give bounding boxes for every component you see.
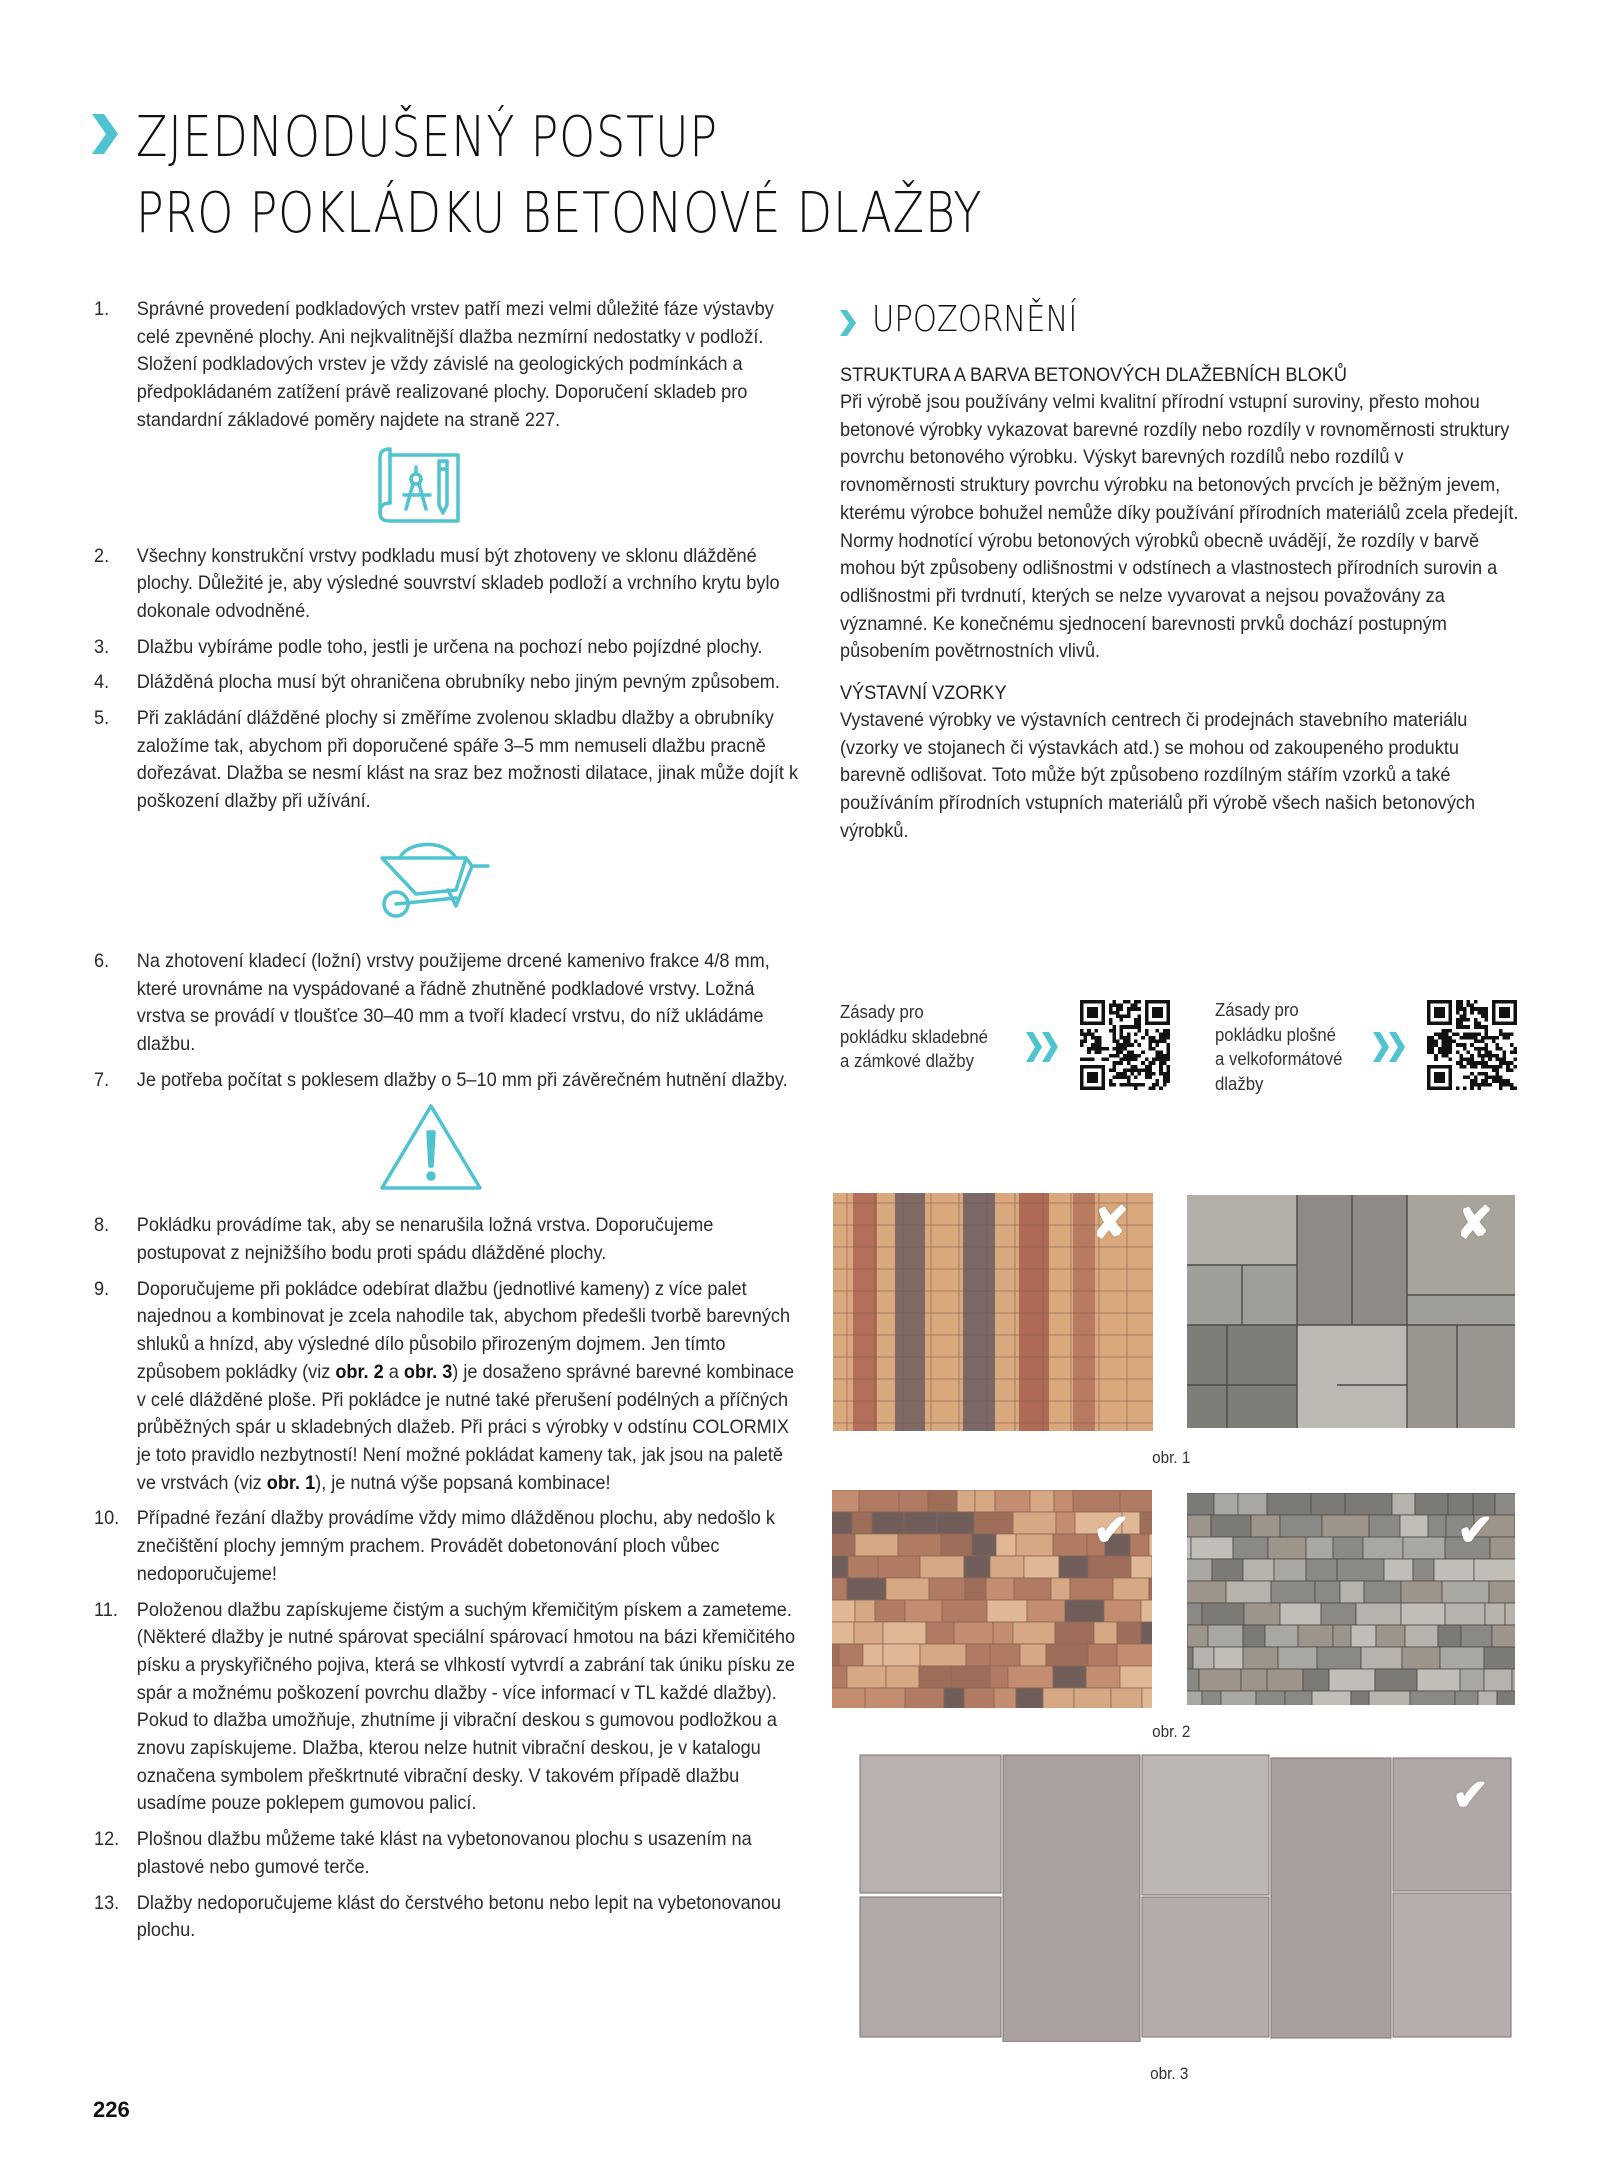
figure-reference: obr. 2 (335, 1360, 384, 1383)
step-item (94, 948, 801, 1059)
correct-mark-icon: ✔ (1452, 1771, 1489, 1820)
step-item (94, 705, 801, 816)
qr-text-line: Zásady pro (840, 1002, 924, 1022)
step-text: Doporučujeme při pokládce odebírat dlažbu (jednotlivé kameny) z více palet najednou a kombinovat je zcela nahodile tak, abychom předešli tvorbě barevných shluků a hnízd, aby výsledné dílo působilo přirozeným dojmem. Jen tímto způsobem pokládky (viz (136, 1277, 791, 1383)
step-item (94, 296, 801, 435)
title-line-2: PRO POKLÁDKU BETONOVÉ DLAŽBY (136, 181, 983, 246)
qr-text-line: pokládku plošné (1215, 1024, 1337, 1045)
qr-text-line: a zámkové dlažby (840, 1051, 974, 1071)
incorrect-mark-icon: ✘ (1092, 1199, 1129, 1248)
step-text: Dlažbu vybíráme podle toho, jestli je určena na pochozí nebo pojízdné plochy. (136, 635, 763, 658)
figure-caption: obr. 3 (1150, 2064, 1189, 2083)
correct-mark-icon: ✔ (1093, 1506, 1130, 1555)
step-text: a (383, 1360, 404, 1383)
step-text: Případné řezání dlažby provádíme vždy mimo dlážděnou plochu, aby nedošlo k znečištění plochy jemným prachem. Provádět dobetonování ploch vůbec nedoporučujeme! (136, 1507, 775, 1585)
step-number: 11. (94, 1598, 118, 1621)
step-number: 3. (94, 635, 110, 658)
step-item (94, 634, 801, 662)
qr-text-line: Zásady pro (1215, 1000, 1299, 1020)
warning-section (840, 296, 1520, 846)
qr-link-text[interactable] (840, 1000, 988, 1074)
step-text: Je potřeba počítat s poklesem dlažby o 5–10 mm při závěrečném hutnění dlažby. (136, 1068, 788, 1091)
step-number: 12. (94, 1828, 120, 1851)
step-text: Správné provedení podkladových vrstev patří mezi velmi důležité fáze výstavby celé zpevněné plochy. Ani nejkvalitnější dlažba nezmírní nedostatky v podloží. Složení podkladových vrstev je vždy závislé na geologických podmínkách a předpokládaném zatížení právě realizované plochy. Doporučení skladeb pro standardní základové poměry najdete na straně 227. (136, 298, 774, 431)
wheelbarrow-icon (376, 834, 496, 922)
qr-text-line: dlažby (1215, 1073, 1264, 1094)
chevron-right-icon (840, 310, 856, 336)
step-number: 4. (94, 671, 110, 694)
qr-links (840, 1000, 1530, 1100)
warning-icon (376, 1100, 486, 1196)
section-title: STRUKTURA A BARVA BETONOVÝCH DLAŽEBNÍCH BLOKŮ (840, 364, 1347, 386)
step-item (94, 1826, 801, 1881)
double-chevron-icon (1373, 1032, 1409, 1062)
step-text: Pokládku provádíme tak, aby se nenarušila ložná vrstva. Doporučujeme postupovat z nejnižšího bodu proti spádu dlážděné plochy. (136, 1214, 714, 1265)
step-text: ), je nutná výše popsaná kombinace! (315, 1471, 611, 1494)
step-text: Dlažby nedoporučujeme klást do čerstvého betonu nebo lepit na vybetonovanou plochu. (136, 1891, 782, 1942)
figure-caption: obr. 2 (1152, 1722, 1191, 1741)
step-item (94, 1276, 801, 1498)
section-text: Vystavené výrobky ve výstavních centrech či prodejnách stavebního materiálu (vzorky ve stojanech či výstavkách atd.) se mohou od zakoupeného produktu barevně odlišovat. Toto může být způsobeno rozdílným stářím vzorků a také používáním přírodních vstupních materiálů při výrobě všech našich betonových výrobků. (840, 709, 1476, 842)
step-item (94, 1212, 801, 1267)
step-text: Dlážděná plocha musí být ohraničena obrubníky nebo jiným pevným způsobem. (136, 671, 780, 694)
figure-reference: obr. 1 (266, 1471, 316, 1494)
title-line-1: ZJEDNODUŠENÝ POSTUP (136, 105, 718, 170)
figure-reference: obr. 3 (403, 1360, 453, 1383)
step-text: Položenou dlažbu zapískujeme čistým a suchým křemičitým pískem a zameteme. (Některé dlažby je nutné spárovat speciální spárovací hmotou na bázi křemičitého písku a pryskyřičného pojiva, která se vlhkostí vytvrdí a zabrání tak úniku písku ze spár a možnému poškození povrchu dlažby - více informací v TL každé dlažby). Pokud to dlažba umožňuje, zhutníme ji vibrační deskou s gumovou podložkou a znovu zapískujeme. Dlažba, kterou nelze hutnit vibrační deskou, je v katalogu označena symbolem přeškrtnuté vibrační desky. V takovém případě dlažbu usadíme pouze poklepem gumovou palicí. (136, 1598, 796, 1815)
qr-code-icon[interactable] (1427, 1000, 1517, 1090)
step-text: ) je dosaženo správné barevné kombinace v celé dlážděné ploše. Při pokládce je nutné také přerušení podélných a příčných průběžných spár u skladebných dlažeb. Při práci s výrobky v odstínu COLORMIX je toto pravidlo nezbytností! Není možné pokládat kameny tak, jak jsou na paletě ve vrstvách (viz (136, 1360, 795, 1494)
warning-heading (840, 296, 1520, 344)
step-number: 8. (94, 1214, 110, 1237)
step-number: 9. (94, 1277, 110, 1300)
step-item (94, 1067, 801, 1095)
qr-code-icon[interactable] (1080, 1000, 1170, 1090)
correct-mark-icon: ✔ (1457, 1506, 1494, 1555)
step-number: 10. (94, 1507, 120, 1530)
warning-heading-text: UPOZORNĚNÍ (872, 299, 1078, 340)
chevron-right-icon (92, 114, 118, 154)
section-title: VÝSTAVNÍ VZORKY (840, 682, 1007, 705)
step-number: 2. (94, 544, 110, 567)
step-number: 7. (94, 1068, 110, 1091)
page-number: 226 (93, 2097, 130, 2122)
step-text: Na zhotovení kladecí (ložní) vrstvy použijeme drcené kamenivo frakce 4/8 mm, které urovnáme na vyspádované a řádně zhutněné podkladové vrstvy. Ložná vrstva se provádí v tloušťce 30–40 mm a tvoří kladecí vrstvu, do níž ukládáme dlažbu. (136, 949, 770, 1055)
step-number: 13. (94, 1891, 120, 1914)
figure-caption: obr. 1 (1152, 1448, 1191, 1467)
blueprint-compass-icon (376, 443, 462, 525)
step-item (94, 543, 801, 626)
step-text: Všechny konstrukční vrstvy podkladu musí být zhotoveny ve sklonu dlážděné plochy. Důležité je, aby výsledné souvrství skladeb podloží a vrchního krytu bylo dokonale odvodněné. (136, 544, 780, 622)
page-title (92, 100, 1168, 252)
step-number: 5. (94, 707, 110, 730)
paving-photo-large-format (855, 1752, 1518, 2042)
step-number: 1. (94, 298, 110, 320)
qr-text-line: a velkoformátové (1215, 1049, 1343, 1069)
incorrect-mark-icon: ✘ (1456, 1199, 1493, 1248)
double-chevron-icon (1026, 1032, 1062, 1062)
step-item (94, 1505, 801, 1588)
steps-list (94, 296, 804, 1953)
step-number: 6. (94, 949, 110, 972)
step-item (94, 1890, 801, 1945)
step-text: Plošnou dlažbu můžeme také klást na vybetonovanou plochu s usazením na plastové nebo gumové terče. (136, 1828, 752, 1878)
step-item (94, 1597, 801, 1819)
step-item (94, 669, 801, 697)
qr-text-line: pokládku skladebné (840, 1026, 988, 1047)
qr-link-text[interactable] (1215, 998, 1342, 1096)
step-text: Při zakládání dlážděné plochy si změříme zvolenou skladbu dlažby a obrubníky založíme tak, abychom při doporučené spáře 3–5 mm nemuseli dlažbu pracně dořezávat. Dlažba se nesmí klást na sraz bez možnosti dilatace, jinak může dojít k poškození dlažby při užívání. (136, 707, 799, 813)
section-text: Při výrobě jsou používány velmi kvalitní přírodní vstupní suroviny, přesto mohou betonové výrobky vykazovat barevné rozdíly nebo rozdíly v rovnoměrnosti struktury povrchu betonového výrobku. Výskyt barevných rozdílů nebo rozdílů v rovnoměrnosti struktury povrchu výrobku na betonových prvcích je běžným jevem, kterému výrobce bohužel nemůže díky používání přírodních materiálů zcela předejít. Normy hodnotící výrobu betonových výrobků obecně uvádějí, že rozdíly v barvě mohou být způsobeny odlišnostmi v odstínech a vlastnostech přírodních surovin a odlišnostmi při tvrdnutí, kterých se nelze vyvarovat a nejsou považovány za významné. Ke konečnému sjednocení barevnosti prvků dochází postupným působením povětrnostních vlivů. (840, 391, 1519, 663)
